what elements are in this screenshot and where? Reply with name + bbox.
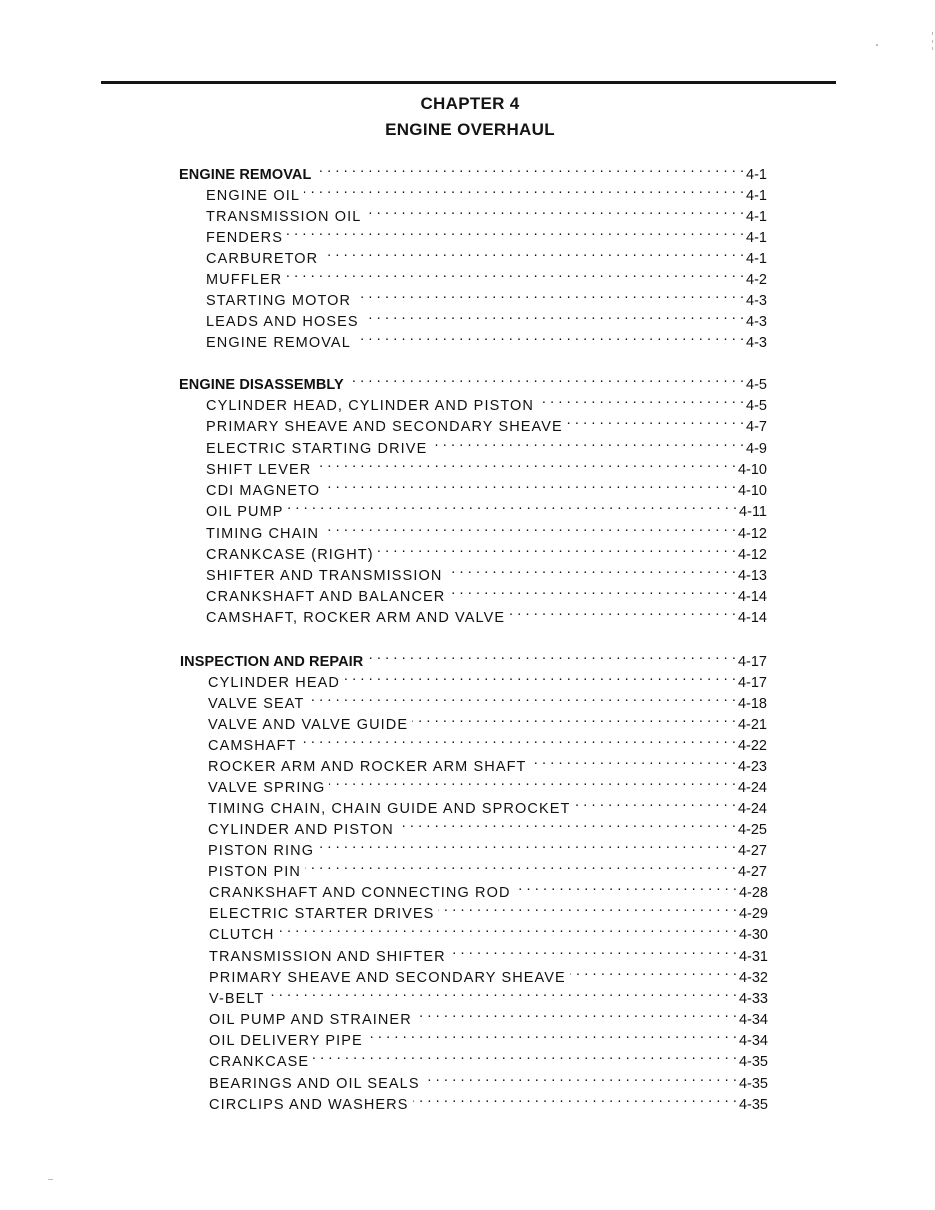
toc-item-label: PRIMARY SHEAVE AND SECONDARY SHEAVE (206, 419, 563, 435)
toc-item-label: TIMING CHAIN, CHAIN GUIDE AND SPROCKET (208, 801, 571, 817)
toc-item[interactable] (206, 179, 767, 204)
dot-leader (424, 1067, 737, 1088)
toc-item[interactable] (206, 284, 767, 309)
dot-leader (365, 200, 744, 221)
dot-leader (269, 982, 737, 1003)
toc-item-label: TRANSMISSION OIL (206, 209, 362, 225)
dot-leader (446, 559, 736, 580)
toc-item-label: PRIMARY SHEAVE AND SECONDARY SHEAVE (209, 970, 566, 986)
dot-leader (301, 729, 736, 750)
toc-item[interactable] (209, 940, 768, 965)
toc-page-number: 4-1 (746, 188, 767, 204)
dot-leader (318, 834, 736, 855)
toc-item[interactable] (206, 453, 767, 478)
toc-page-number: 4-14 (737, 610, 767, 626)
toc-page-number: 4-25 (737, 822, 767, 838)
toc-item[interactable] (206, 221, 767, 246)
toc-item[interactable] (208, 813, 767, 838)
dot-leader (278, 918, 737, 939)
toc-item-label: CAMSHAFT, ROCKER ARM AND VALVE (206, 610, 506, 626)
dot-leader (431, 432, 744, 453)
toc-page-number: 4-24 (737, 780, 767, 796)
toc-page-number: 4-35 (738, 1054, 768, 1070)
scan-speck (932, 40, 933, 43)
toc-item-label: TIMING CHAIN (206, 526, 320, 542)
toc-item[interactable] (206, 432, 767, 457)
toc-section-inspection-and-repair[interactable] (180, 645, 767, 670)
toc-page-number: 4-1 (746, 230, 767, 246)
toc-page-number: 4-33 (738, 991, 768, 1007)
toc-item[interactable] (206, 200, 767, 225)
toc-page-number: 4-35 (738, 1097, 768, 1113)
toc-item-label: BEARINGS AND OIL SEALS (209, 1076, 420, 1092)
toc-item[interactable] (206, 410, 767, 435)
toc-item-label: LEADS AND HOSES (206, 314, 359, 330)
dot-leader (322, 242, 744, 263)
toc-item[interactable] (209, 1045, 768, 1070)
dot-leader (355, 326, 744, 347)
toc-page-number: 4-12 (737, 526, 767, 542)
toc-item-label: CLUTCH (209, 927, 275, 943)
toc-item[interactable] (206, 389, 767, 414)
toc-item-label: TRANSMISSION AND SHIFTER (209, 949, 446, 965)
chapter-number: CHAPTER 4 (420, 94, 520, 113)
dot-leader (413, 1088, 737, 1109)
chapter-title: ENGINE OVERHAUL (385, 120, 555, 139)
toc-page-number: 4-3 (746, 314, 767, 330)
toc-page-number: 4-9 (746, 441, 767, 457)
dot-leader (398, 813, 736, 834)
toc-item[interactable] (206, 263, 767, 288)
dot-leader (304, 179, 744, 200)
toc-item[interactable] (206, 305, 767, 330)
toc-item[interactable] (209, 1067, 768, 1092)
header-rule (101, 81, 836, 84)
toc-page-number: 4-29 (738, 906, 768, 922)
toc-page-number: 4-1 (746, 251, 767, 267)
toc-item-label: FENDERS (206, 230, 283, 246)
toc-item-label: ELECTRIC STARTING DRIVE (206, 441, 428, 457)
toc-item-label: CYLINDER AND PISTON (208, 822, 394, 838)
toc-item[interactable] (208, 771, 767, 796)
toc-item[interactable] (209, 897, 768, 922)
dot-leader (305, 855, 736, 876)
toc-section-engine-disassembly[interactable] (179, 368, 767, 393)
toc-page-number: 4-5 (746, 377, 767, 393)
toc-item[interactable] (206, 326, 767, 351)
toc-item-label: ROCKER ARM AND ROCKER ARM SHAFT (208, 759, 527, 775)
toc-page-number: 4-13 (737, 568, 767, 584)
dot-leader (515, 876, 737, 897)
toc-item[interactable] (209, 961, 768, 986)
toc-section-title: ENGINE REMOVAL (179, 167, 312, 183)
dot-leader (355, 284, 744, 305)
toc-page-number: 4-18 (737, 696, 767, 712)
scan-speck (48, 1179, 53, 1180)
toc-item[interactable] (206, 242, 767, 267)
toc-item-label: CIRCLIPS AND WASHERS (209, 1097, 409, 1113)
dot-leader (378, 538, 736, 559)
toc-page-number: 4-3 (746, 293, 767, 309)
dot-leader (323, 517, 736, 538)
toc-page-number: 4-34 (738, 1012, 768, 1028)
toc-item[interactable] (206, 474, 767, 499)
toc-item[interactable] (208, 792, 767, 817)
toc-page-number: 4-35 (738, 1076, 768, 1092)
dot-leader (313, 1045, 737, 1066)
toc-page-number: 4-34 (738, 1033, 768, 1049)
toc-page-number: 4-11 (739, 504, 767, 520)
toc-item-label: SHIFT LEVER (206, 462, 312, 478)
toc-item-label: CARBURETOR (206, 251, 319, 267)
toc-page-number: 4-17 (737, 675, 767, 691)
dot-leader (367, 645, 736, 666)
toc-item[interactable] (209, 982, 768, 1007)
toc-item[interactable] (208, 666, 767, 691)
dot-leader (315, 453, 736, 474)
toc-item[interactable] (208, 708, 767, 733)
toc-item[interactable] (206, 580, 767, 605)
dot-leader (329, 771, 736, 792)
toc-page-number: 4-31 (738, 949, 768, 965)
dot-leader (531, 750, 736, 771)
toc-page-number: 4-22 (737, 738, 767, 754)
toc-item[interactable] (209, 1024, 768, 1049)
toc-item[interactable] (206, 517, 767, 542)
dot-leader (363, 305, 744, 326)
dot-leader (449, 580, 736, 601)
dot-leader (538, 389, 744, 410)
toc-item[interactable] (208, 834, 767, 859)
toc-item-label: CYLINDER HEAD, CYLINDER AND PISTON (206, 398, 535, 414)
dot-leader (344, 666, 736, 687)
toc-item-label: OIL PUMP (206, 504, 284, 520)
dot-leader (288, 495, 737, 516)
dot-leader (450, 940, 737, 961)
toc-item[interactable] (209, 918, 768, 943)
toc-item-label: ENGINE OIL (206, 188, 300, 204)
toc-item-label: PISTON PIN (208, 864, 301, 880)
dot-leader (324, 474, 736, 495)
toc-item-label: CRANKSHAFT AND BALANCER (206, 589, 446, 605)
toc-item[interactable] (208, 750, 767, 775)
toc-item[interactable] (209, 1088, 768, 1113)
toc-item-label: VALVE AND VALVE GUIDE (208, 717, 409, 733)
toc-section-title: ENGINE DISASSEMBLY (179, 377, 344, 393)
toc-item[interactable] (206, 495, 767, 520)
toc-page-number: 4-21 (737, 717, 767, 733)
toc-item-label: CRANKCASE (RIGHT) (206, 547, 374, 563)
scan-speck (932, 32, 933, 35)
toc-item-label: VALVE SEAT (208, 696, 305, 712)
dot-leader (287, 221, 744, 242)
toc-page-number: 4-5 (746, 398, 767, 414)
toc-page-number: 4-30 (738, 927, 768, 943)
dot-leader (412, 708, 736, 729)
scan-speck (932, 47, 933, 50)
dot-leader (348, 368, 744, 389)
toc-page-number: 4-10 (737, 462, 767, 478)
dot-leader (570, 961, 737, 982)
toc-item-label: CRANKCASE (209, 1054, 310, 1070)
toc-page-number: 4-1 (746, 167, 767, 183)
toc-item[interactable] (208, 855, 767, 880)
dot-leader (509, 601, 736, 622)
dot-leader (438, 897, 737, 918)
toc-page-number: 4-27 (737, 864, 767, 880)
toc-page-number: 4-10 (737, 483, 767, 499)
dot-leader (416, 1003, 737, 1024)
toc-item-label: ELECTRIC STARTER DRIVES (209, 906, 435, 922)
dot-leader (308, 687, 736, 708)
toc-page-number: 4-32 (738, 970, 768, 986)
toc-item-label: STARTING MOTOR (206, 293, 352, 309)
toc-page-number: 4-1 (746, 209, 767, 225)
dot-leader (286, 263, 744, 284)
toc-page-number: 4-12 (737, 547, 767, 563)
toc-item[interactable] (209, 1003, 768, 1028)
dot-leader (367, 1024, 737, 1045)
toc-page-number: 4-2 (746, 272, 767, 288)
toc-item-label: CYLINDER HEAD (208, 675, 340, 691)
toc-item-label: OIL DELIVERY PIPE (209, 1033, 363, 1049)
toc-page-number: 4-3 (746, 335, 767, 351)
toc-item-label: V-BELT (209, 991, 265, 1007)
toc-item[interactable] (208, 687, 767, 712)
dot-leader (315, 158, 744, 179)
toc-page-number: 4-27 (737, 843, 767, 859)
toc-section-title: INSPECTION AND REPAIR (180, 654, 364, 670)
dot-leader (574, 792, 736, 813)
toc-page-number: 4-24 (737, 801, 767, 817)
toc-item-label: ENGINE REMOVAL (206, 335, 351, 351)
toc-page-number: 4-14 (737, 589, 767, 605)
toc-item[interactable] (206, 559, 767, 584)
toc-item-label: MUFFLER (206, 272, 283, 288)
toc-page-number: 4-23 (737, 759, 767, 775)
scan-speck (876, 44, 878, 46)
toc-item-label: SHIFTER AND TRANSMISSION (206, 568, 443, 584)
toc-item[interactable] (206, 601, 767, 626)
toc-item-label: CAMSHAFT (208, 738, 297, 754)
toc-item-label: VALVE SPRING (208, 780, 326, 796)
toc-page-number: 4-17 (737, 654, 767, 670)
dot-leader (567, 410, 744, 431)
toc-page-number: 4-28 (738, 885, 768, 901)
toc-item-label: CRANKSHAFT AND CONNECTING ROD (209, 885, 511, 901)
toc-section-engine-removal[interactable] (179, 158, 767, 183)
toc-item-label: OIL PUMP AND STRAINER (209, 1012, 412, 1028)
toc-page-number: 4-7 (746, 419, 767, 435)
toc-item-label: PISTON RING (208, 843, 315, 859)
toc-item[interactable] (208, 729, 767, 754)
toc-item[interactable] (209, 876, 768, 901)
toc-item[interactable] (206, 538, 767, 563)
toc-item-label: CDI MAGNETO (206, 483, 321, 499)
